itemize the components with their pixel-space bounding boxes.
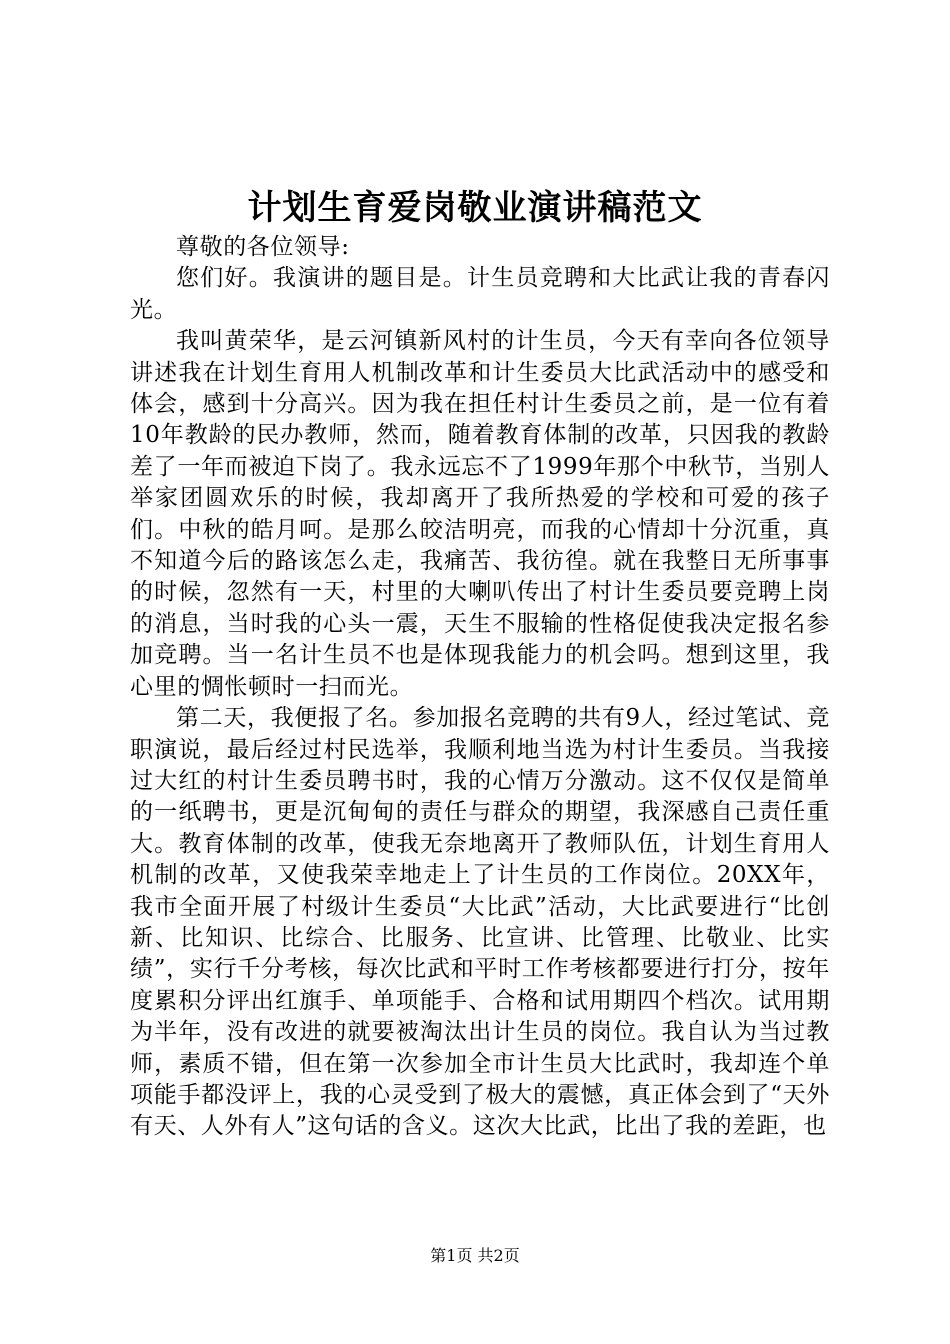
document-body [130,232,830,1143]
paragraph: 您们好。我演讲的题目是。计生员竞聘和大比武让我的青春闪光。 [130,265,830,323]
document-title: 计划生育爱岗敬业演讲稿范文 [247,188,703,228]
page-footer: 第1页 共2页 [430,1246,520,1265]
paragraph: 我叫黄荣华，是云河镇新风村的计生员，今天有幸向各位领导讲述我在计划生育用人机制改革和计生委员大比武活动中的感受和体会，感到十分高兴。因为我在担任村计生委员之前，是一位有着10年教龄的民办教师，然而，随着教育体制的改革，只因我的教龄差了一年而被迫下岗了。我永远忘不了1999年那个中秋节，当别人举家团圆欢乐的时候，我却离开了我所热爱的学校和可爱的孩子们。中秋的皓月呵。是那么皎洁明亮，而我的心情却十分沉重，真不知道今后的路该怎么走，我痛苦、我彷徨。就在我整日无所事事的时候，忽然有一天，村里的大喇叭传出了村计生委员要竞聘上岗的消息，当时我的心头一震，天生不服输的性格促使我决定报名参加竞聘。当一名计生员不也是体现我能力的机会吗。想到这里，我心里的惆怅顿时一扫而光。 [130,328,830,700]
salutation: 尊敬的各位领导: [176,234,350,260]
paragraph: 第二天，我便报了名。参加报名竞聘的共有9人，经过笔试、竞职演说，最后经过村民选举，我顺利地当选为村计生委员。当我接过大红的村计生委员聘书时，我的心情万分激动。这不仅仅是简单的一纸聘书，更是沉甸甸的责任与群众的期望，我深感自己责任重大。教育体制的改革，使我无奈地离开了教师队伍，计划生育用人机制的改革，又使我荣幸地走上了计生员的工作岗位。20XX年，我市全面开展了村级计生委员“大比武”活动，大比武要进行“比创新、比知识、比综合、比服务、比宣讲、比管理、比敬业、比实绩”，实行千分考核，每次比武和平时工作考核都要进行打分，按年度累积分评出红旗手、单项能手、合格和试用期四个档次。试用期为半年，没有改进的就要被淘汰出计生员的岗位。我自认为当过教师，素质不错，但在第一次参加全市计生员大比武时，我却连个单项能手都没评上，我的心灵受到了极大的震憾，真正体会到了“天外有天、人外有人”这句话的含义。这次大比武，比出了我的差距，也 [130,705,830,1140]
